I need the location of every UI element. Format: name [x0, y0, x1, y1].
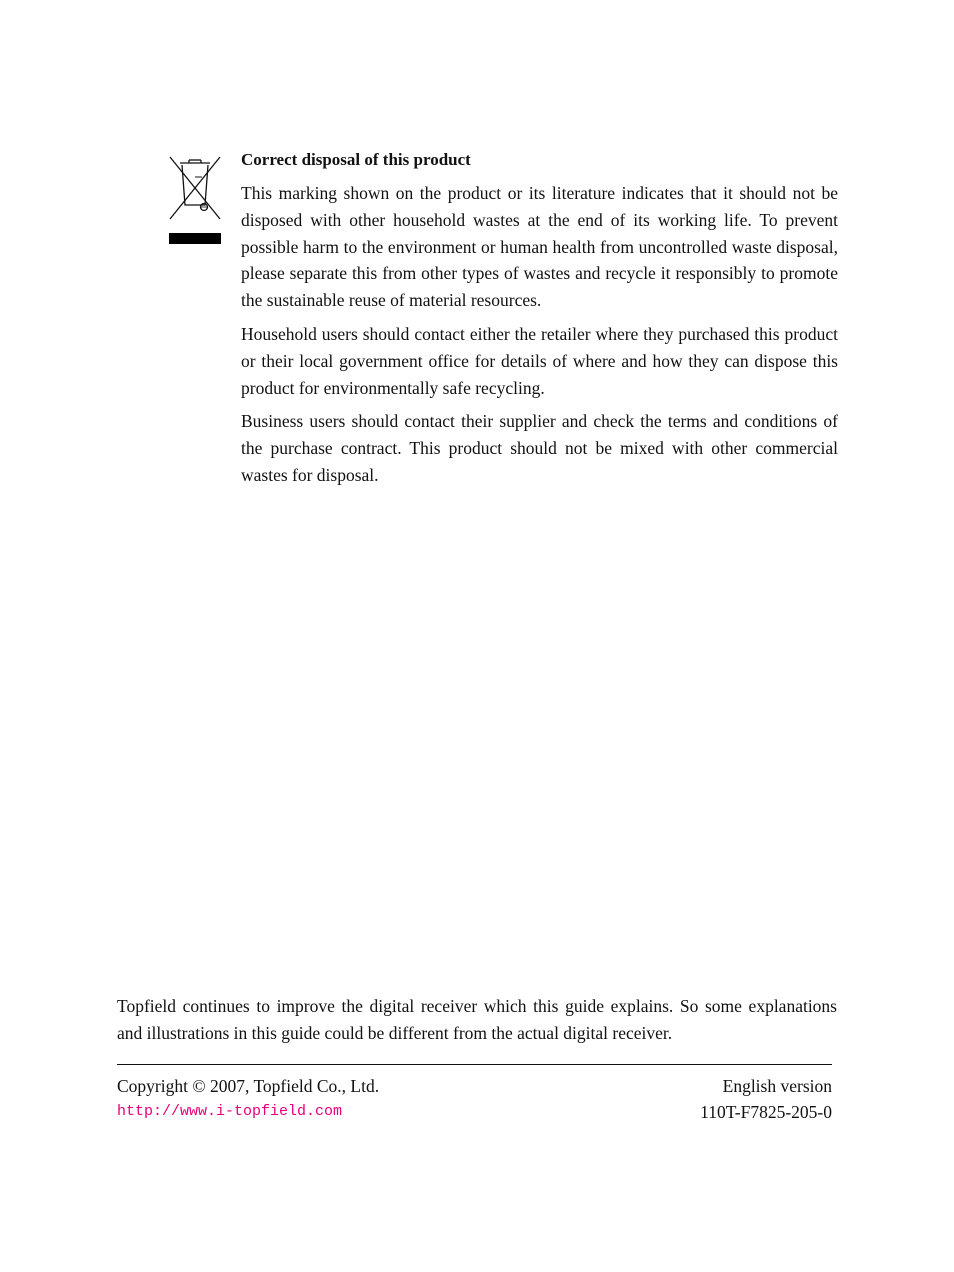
- disposal-heading: Correct disposal of this product: [241, 150, 471, 169]
- disposal-paragraph-business: Business users should contact their supplier and check the terms and conditions of the purchase contract. This product should not be mixed with other commercial wastes for disposal.: [241, 411, 838, 485]
- disposal-paragraph-household: Household users should contact either the retailer where they purchased this product or their local government office for details of where and how they can dispose this product for environmentally safe recycling.: [241, 323, 838, 398]
- footer-divider: [117, 1064, 832, 1065]
- copyright-text: Copyright © 2007, Topfield Co., Ltd.: [117, 1076, 380, 1096]
- improvement-notice: Topfield continues to improve the digital receiver which this guide explains. So some explanations and illustrations in this guide could be different from the actual digital receiver.: [117, 996, 837, 1043]
- document-code: 110T-F7825-205-0: [700, 1102, 832, 1122]
- version-text: English version: [722, 1076, 832, 1096]
- footer-right: [700, 1073, 832, 1125]
- disposal-paragraph-marking: This marking shown on the product or its literature indicates that it should not be disposed with other household wastes at the end of its working life. To prevent possible harm to the environment or human health from uncontrolled waste disposal, please separate this from other types of wastes and recycle it responsibly to promote the sustainable reuse of material resources.: [241, 183, 838, 311]
- footer-left: [117, 1073, 379, 1125]
- crossed-out-wheelie-bin-icon: [168, 155, 222, 247]
- website-link[interactable]: http://www.i-topfield.com: [117, 1103, 343, 1120]
- disposal-section: [241, 148, 838, 496]
